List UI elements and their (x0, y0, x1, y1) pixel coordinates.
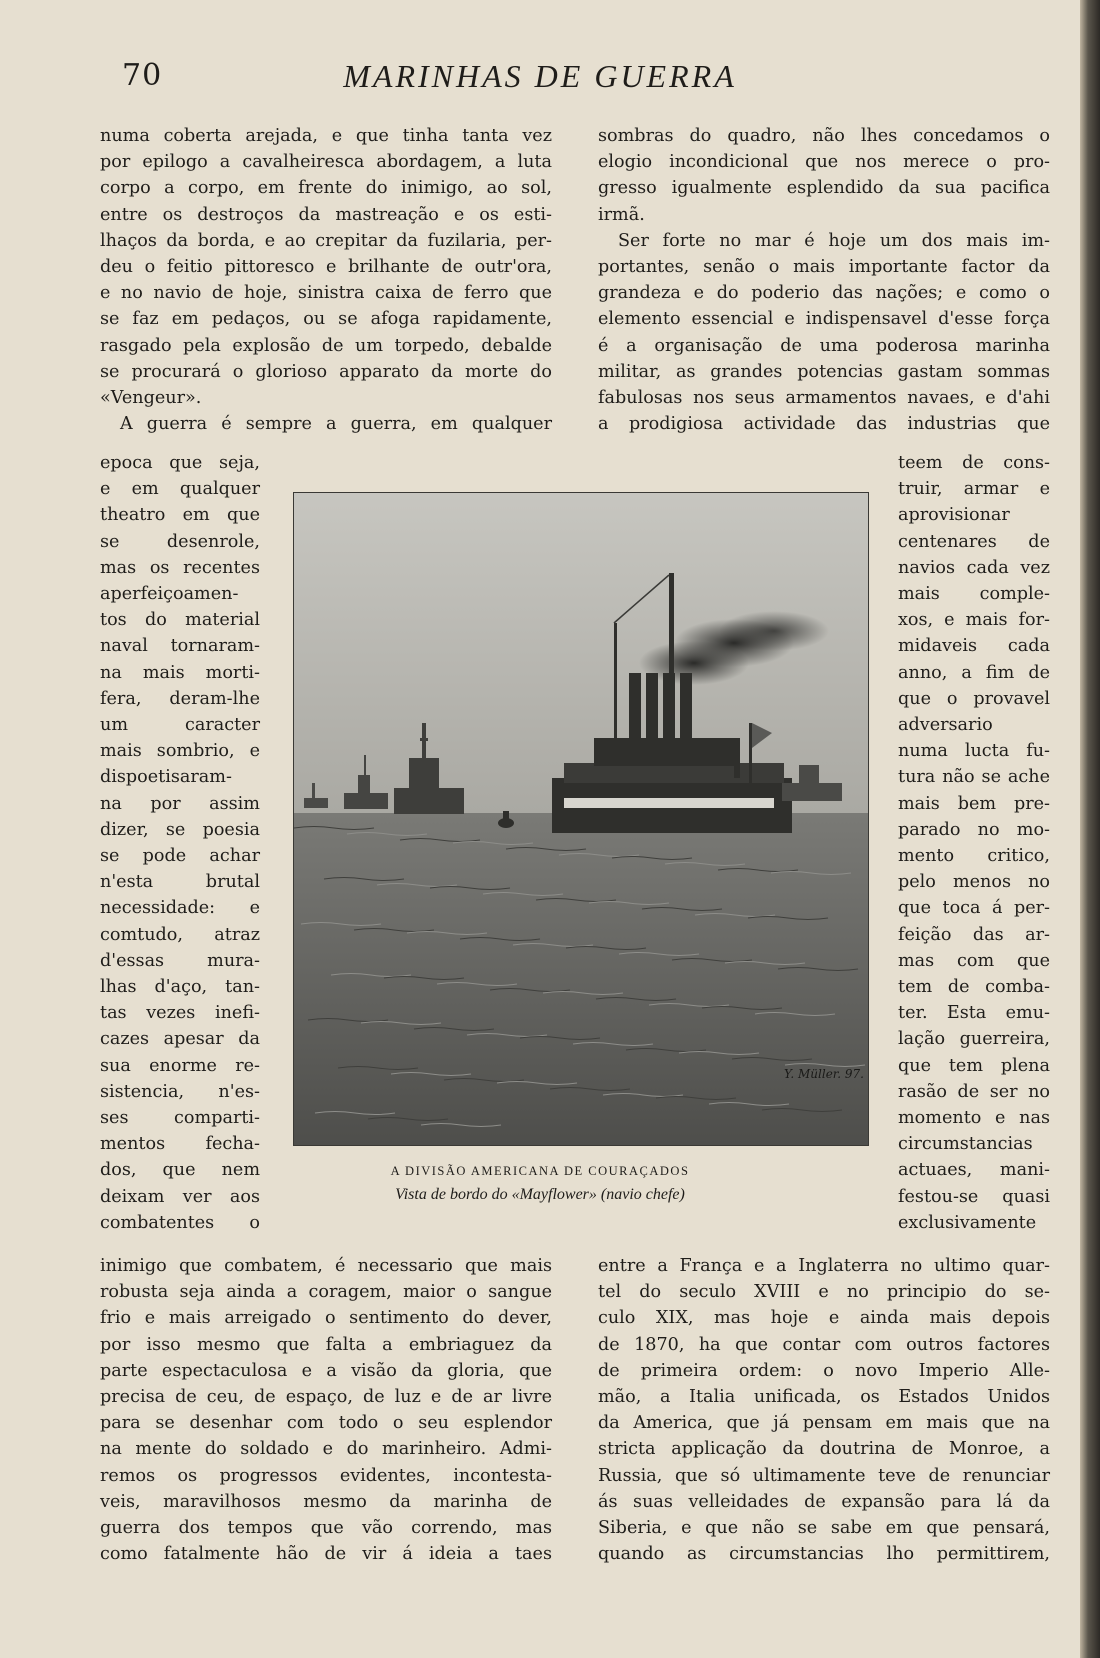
text-line: teem de cons- (898, 453, 1050, 473)
text-line: frio e mais arreigado o sentimento do dever, (100, 1308, 552, 1329)
text-line: mais bem pre- (898, 793, 1050, 814)
text-line: quando as circumstancias lho permittirem, (598, 1544, 1050, 1565)
text-line: remos os progressos evidentes, incontesta- (100, 1465, 552, 1486)
text-line: na mais morti- (100, 662, 260, 683)
text-line: cazes apesar da (100, 1029, 260, 1050)
text-line: dizer, se poesia (100, 819, 260, 840)
text-line: tas vezes inefi- (100, 1003, 260, 1024)
text-line: xos, e mais for- (898, 610, 1050, 631)
text-line: portantes, senão o mais importante factor da (598, 257, 1050, 278)
text-line: ter. Esta emu- (898, 1003, 1050, 1024)
text-line: deu o feitio pittoresco e brilhante de outr'ora, (100, 257, 552, 278)
book-spine-edge (1080, 0, 1100, 1658)
text-line: comtudo, atraz (100, 924, 260, 945)
text-line: momento e nas (898, 1108, 1050, 1129)
text-line: fera, deram-lhe (100, 688, 260, 709)
text-line: «Vengeur». (100, 388, 202, 409)
text-line: se procurará o glorioso apparato da morte do (100, 361, 552, 382)
text-line: feição das ar- (898, 924, 1050, 945)
text-line: precisa de ceu, de espaço, de luz e de ar livre (100, 1387, 552, 1408)
text-line: dispoetisaram- (100, 767, 232, 788)
fleet-photo-illustration (294, 493, 868, 1145)
text-line: circumstancias (898, 1134, 1033, 1155)
text-line: epoca que seja, (100, 453, 260, 473)
text-line: lhas d'aço, tan- (100, 977, 260, 998)
text-line: adversario (898, 715, 993, 736)
text-line: sua enorme re- (100, 1055, 260, 1076)
text-line: fabulosas nos seus armamentos navaes, e d'ahi (598, 388, 1050, 409)
text-line: militar, as grandes potencias gastam sommas (598, 361, 1050, 382)
text-line: Russia, que só ultimamente teve de renunciar (598, 1465, 1050, 1486)
text-line: se pode achar (100, 846, 260, 867)
text-line: rasgado pela explosão de um torpedo, debalde (100, 335, 552, 356)
text-line: ás suas velleidades de expansão para lá da (598, 1491, 1050, 1512)
photo-signature: Y. Müller. 97. (784, 1067, 864, 1081)
text-line: exclusivamente (898, 1212, 1037, 1233)
text-line: pelo menos no (898, 872, 1050, 893)
text-line: mão, a Italia unificada, os Estados Unidos (598, 1387, 1050, 1408)
text-line: d'essas mura- (100, 950, 260, 971)
text-line: deixam ver aos (100, 1186, 260, 1207)
left-column-top (100, 123, 552, 437)
text-line: aprovisionar (898, 505, 1010, 526)
text-line: stricta applicação da doutrina de Monroe, a (598, 1439, 1050, 1460)
left-column-bottom (100, 1253, 552, 1567)
left-column-wrap (100, 450, 260, 1236)
text-line: dos, que nem (100, 1160, 260, 1181)
text-line: ses comparti- (100, 1108, 260, 1129)
text-line: necessidade: e (100, 898, 260, 919)
right-column-wrap (898, 450, 1050, 1236)
text-line: tos do material (100, 610, 260, 631)
text-line: n'esta brutal (100, 872, 260, 893)
text-line: navios cada vez (898, 557, 1050, 578)
text-line: numa lucta fu- (898, 741, 1050, 762)
text-line: mas os recentes (100, 557, 260, 578)
text-line: da America, que já pensam em mais que na (598, 1413, 1050, 1434)
text-line: elogio incondicional que nos merece o pro- (598, 152, 1050, 173)
text-line: veis, maravilhosos mesmo da marinha de (100, 1491, 552, 1512)
text-line: centenares de (898, 531, 1050, 552)
text-line: de primeira ordem: o novo Imperio Alle- (598, 1360, 1050, 1381)
text-line: de 1870, ha que contar com outros factores (598, 1334, 1050, 1355)
text-line: é a organisação de uma poderosa marinha (598, 335, 1050, 356)
text-line: tel do seculo XVIII e no principio do se- (598, 1282, 1050, 1303)
text-line: na mente do soldado e do marinheiro. Admi- (100, 1439, 552, 1460)
text-line: que o provavel (898, 688, 1050, 709)
text-line: mas com que (898, 950, 1050, 971)
running-title: MARINHAS DE GUERRA (343, 58, 737, 94)
text-line: numa coberta arejada, e que tinha tanta vez (100, 126, 552, 146)
text-line: e em qualquer (100, 479, 260, 500)
text-line: tem de comba- (898, 977, 1050, 998)
text-line: parado no mo- (898, 819, 1050, 840)
battleship-photograph (293, 492, 869, 1146)
right-column-top (598, 123, 1050, 437)
figure-caption-title: A DIVISÃO AMERICANA DE COURAÇADOS (390, 1164, 690, 1178)
text-line: para se desenhar com todo o seu esplendor (100, 1413, 552, 1434)
text-line: theatro em que (100, 505, 260, 526)
text-line: festou-se quasi (898, 1186, 1050, 1207)
page-number: 70 (122, 58, 163, 93)
text-line: sistencia, n'es- (100, 1081, 260, 1102)
text-line: que toca á per- (898, 898, 1050, 919)
text-line: culo XIX, mas hoje e ainda mais depois (598, 1308, 1050, 1329)
text-line: corpo a corpo, em frente do inimigo, ao sol, (100, 178, 552, 199)
text-line: mais sombrio, e (100, 741, 260, 762)
text-line: mento critico, (898, 846, 1050, 867)
text-line: grandeza e do poderio das nações; e como o (598, 283, 1050, 304)
text-line: anno, a fim de (898, 662, 1050, 683)
text-line: se desenrole, (100, 531, 260, 552)
text-line: aperfeiçoamen- (100, 584, 239, 605)
text-line: que tem plena (898, 1055, 1050, 1076)
text-line: midaveis cada (898, 636, 1050, 657)
text-line: por epilogo a cavalheiresca abordagem, a luta (100, 152, 552, 173)
text-line: elemento essencial e indispensavel d'esse força (598, 309, 1050, 330)
text-line: sombras do quadro, não lhes concedamos o (598, 126, 1050, 146)
text-line: mais comple- (898, 584, 1050, 605)
figure-caption-subtitle: Vista de bordo do «Mayflower» (navio chefe) (395, 1186, 685, 1203)
text-line: rasão de ser no (898, 1081, 1050, 1102)
text-line: lação guerreira, (898, 1029, 1050, 1050)
text-line: truir, armar e (898, 479, 1050, 500)
text-line: inimigo que combatem, é necessario que mais (100, 1256, 552, 1276)
text-line: como fatalmente hão de vir á ideia a taes (100, 1544, 552, 1565)
text-line: combatentes o (100, 1212, 260, 1233)
text-line: mentos fecha- (100, 1134, 260, 1155)
text-line: parte espectaculosa e a visão da gloria, que (100, 1360, 552, 1381)
text-line: um caracter (100, 715, 260, 736)
text-line: na por assim (100, 793, 260, 814)
text-line: actuaes, mani- (898, 1160, 1050, 1181)
right-column-bottom (598, 1253, 1050, 1567)
text-line: se faz em pedaços, ou se afoga rapidamente, (100, 309, 552, 330)
text-line: a prodigiosa actividade das industrias que (598, 414, 1050, 435)
text-line: por isso mesmo que falta a embriaguez da (100, 1334, 552, 1355)
text-line: entre os destroços da mastreação e os esti- (100, 204, 552, 225)
text-line: gresso igualmente esplendido da sua pacifica (598, 178, 1050, 199)
text-line: naval tornaram- (100, 636, 260, 657)
text-line: lhaços da borda, e ao crepitar da fuzilaria, per- (100, 230, 552, 251)
text-line: e no navio de hoje, sinistra caixa de ferro que (100, 283, 552, 304)
text-line: guerra dos tempos que vão correndo, mas (100, 1518, 552, 1539)
text-line: entre a França e a Inglaterra no ultimo quar- (598, 1256, 1050, 1276)
text-line: Ser forte no mar é hoje um dos mais im- (618, 230, 1050, 251)
text-line: tura não se ache (898, 767, 1050, 788)
text-line: irmã. (598, 204, 645, 225)
text-line: Siberia, e que não se sabe em que pensará, (598, 1518, 1050, 1539)
text-line: A guerra é sempre a guerra, em qualquer (120, 414, 552, 435)
text-line: robusta seja ainda a coragem, maior o sangue (100, 1282, 552, 1303)
